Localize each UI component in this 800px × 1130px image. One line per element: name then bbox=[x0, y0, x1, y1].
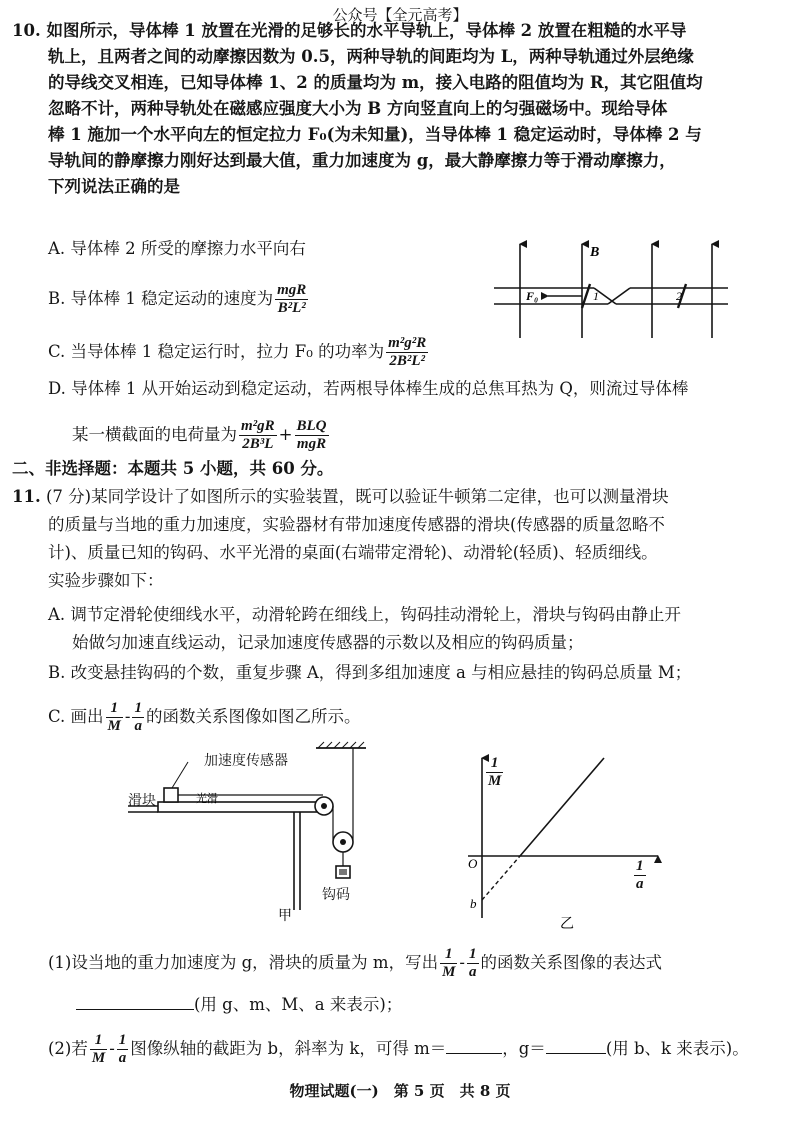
q11-step-c: C. 画出 $\frac{1}{M}$ - $\frac{1}{a}$ 的函数关系图像如图乙所示。 bbox=[48, 700, 361, 734]
q11-number: 11. bbox=[12, 487, 41, 506]
y-axis-label: $\frac{1}{M}$ bbox=[488, 755, 502, 789]
hook-label: 钩码 bbox=[322, 887, 350, 903]
q11-sub-1-answer: (用 g、m、M、a 来表示)； bbox=[76, 992, 402, 1018]
q10-stem-1: 如图所示，导体棒 1 放置在光滑的足够长的水平导轨上，导体棒 2 放置在粗糙的水平导 bbox=[46, 21, 687, 40]
rod-2-label: 2 bbox=[676, 289, 682, 303]
force-label: F₀ bbox=[526, 289, 539, 303]
q11-line-1 bbox=[12, 484, 669, 510]
q10-stem-2: 轨上，且两者之间的动摩擦因数为 0.5，两种导轨的间距均为 L，两种导轨通过外层绝缘 bbox=[48, 47, 694, 66]
q10-number: 10. bbox=[12, 21, 41, 40]
answer-blank-m[interactable] bbox=[446, 1053, 502, 1054]
q10-option-c: C. 当导体棒 1 稳定运行时，拉力 F₀ 的功率为 $\frac{\text{m²g²R}}{\text{2B²L²}}$ bbox=[48, 335, 427, 369]
q10-option-a: A. 导体棒 2 所受的摩擦力水平向右 bbox=[48, 239, 306, 258]
smooth-label: 光滑 bbox=[196, 793, 218, 805]
q11-sub-2: (2)若 $\frac{1}{M}$ - $\frac{1}{a}$ 图像纵轴的截距为 b，斜率为 k，可得 m＝ ，g＝ (用 b、k 来表示)。 bbox=[48, 1032, 749, 1066]
b-label: B bbox=[590, 245, 600, 260]
option-d-fraction-1: $\frac{\text{m²gR}}{\text{2B³L}}$ bbox=[241, 418, 275, 452]
q11-stem-2: 的质量与当地的重力加速度，实验器材有带加速度传感器的滑块(传感器的质量忽略不 bbox=[48, 515, 665, 534]
option-d-fraction-2: $\frac{\text{BLQ}}{\text{mgR}}$ bbox=[296, 418, 327, 452]
q10-option-b: B. 导体棒 1 稳定运动的速度为 $\frac{\text{mgR}}{\text{B²L²}}$ bbox=[48, 282, 307, 316]
q11-stem-1: (7 分)某同学设计了如图所示的实验装置，既可以验证牛顿第二定律，也可以测量滑块 bbox=[45, 487, 669, 506]
option-c-fraction: $\frac{\text{m²g²R}}{\text{2B²L²}}$ bbox=[388, 335, 427, 369]
q10-stem-3: 的导线交叉相连，已知导体棒 1、2 的质量均为 m，接入电路的阻值均为 R，其它阻值均 bbox=[48, 73, 703, 92]
slider-label: 滑块 bbox=[128, 793, 156, 809]
answer-blank-expression[interactable] bbox=[76, 1009, 194, 1010]
q10-stem-4: 忽略不计，两种导轨处在磁感应强度大小为 B 方向竖直向上的匀强磁场中。现给导体 bbox=[48, 99, 668, 118]
q10-stem-5: 棒 1 施加一个水平向左的恒定拉力 F₀(为未知量)，当导体棒 1 稳定运动时，导体棒 2 与 bbox=[48, 125, 702, 144]
fit-line-dashed bbox=[482, 856, 520, 900]
caption-jia: 甲 bbox=[278, 909, 292, 924]
cross-wire bbox=[608, 288, 630, 304]
q11-sub-1: (1)设当地的重力加速度为 g，滑块的质量为 m，写出 $\frac{1}{M}$ - $\frac{1}{a}$ 的函数关系图像的表达式 bbox=[48, 946, 662, 980]
origin-label: O bbox=[468, 856, 478, 871]
answer-blank-g[interactable] bbox=[546, 1053, 606, 1054]
q11-stem-3: 计)、质量已知的钩码、水平光滑的桌面(右端带定滑轮)、动滑轮(轻质)、轻质细线。 bbox=[48, 543, 658, 562]
q11-step-a-2: 始做匀加速直线运动，记录加速度传感器的示数以及相应的钩码质量； bbox=[72, 633, 584, 652]
page-footer: 物理试题(一) 第 5 页 共 8 页 bbox=[289, 1082, 511, 1100]
q10-stem-7: 下列说法正确的是 bbox=[48, 177, 180, 196]
q10-rail-figure bbox=[490, 238, 730, 348]
rod-1-label: 1 bbox=[593, 289, 599, 303]
q10-stem-6: 导轨间的静摩擦力刚好达到最大值，重力加速度为 g，最大静摩擦力等于滑动摩擦力， bbox=[48, 151, 676, 170]
x-axis-label: $\frac{1}{a}$ bbox=[636, 858, 644, 892]
section-2-heading: 二、非选择题：本题共 5 小题，共 60 分。 bbox=[12, 459, 334, 478]
table-top bbox=[158, 802, 320, 812]
sensor-label: 加速度传感器 bbox=[204, 753, 288, 769]
slider-block bbox=[164, 788, 178, 802]
caption-yi: 乙 bbox=[560, 917, 574, 932]
intercept-label: b bbox=[470, 896, 477, 911]
page-header: 公众号【全元高考】 bbox=[332, 6, 468, 24]
q11-steps-title: 实验步骤如下： bbox=[48, 571, 164, 590]
q10-option-d-2: 某一横截面的电荷量为 $\frac{\text{m²gR}}{\text{2B³L}}$ + $\frac{\text{BLQ}}{\text{mgR}}$ bbox=[72, 418, 327, 452]
option-b-fraction: $\frac{\text{mgR}}{\text{B²L²}}$ bbox=[277, 282, 307, 316]
q11-step-a-1: A. 调节定滑轮使细线水平，动滑轮跨在细线上，钩码挂动滑轮上，滑块与钩码由静止开 bbox=[48, 605, 681, 624]
q10-option-d-1: D. 导体棒 1 从开始运动到稳定运动，若两根导体棒生成的总焦耳热为 Q，则流过导体棒 bbox=[48, 379, 689, 398]
fit-line bbox=[520, 758, 604, 856]
q10-line-1 bbox=[12, 18, 686, 44]
q11-step-b: B. 改变悬挂钩码的个数，重复步骤 A，得到多组加速度 a 与相应悬挂的钩码总质量 M； bbox=[48, 663, 692, 682]
